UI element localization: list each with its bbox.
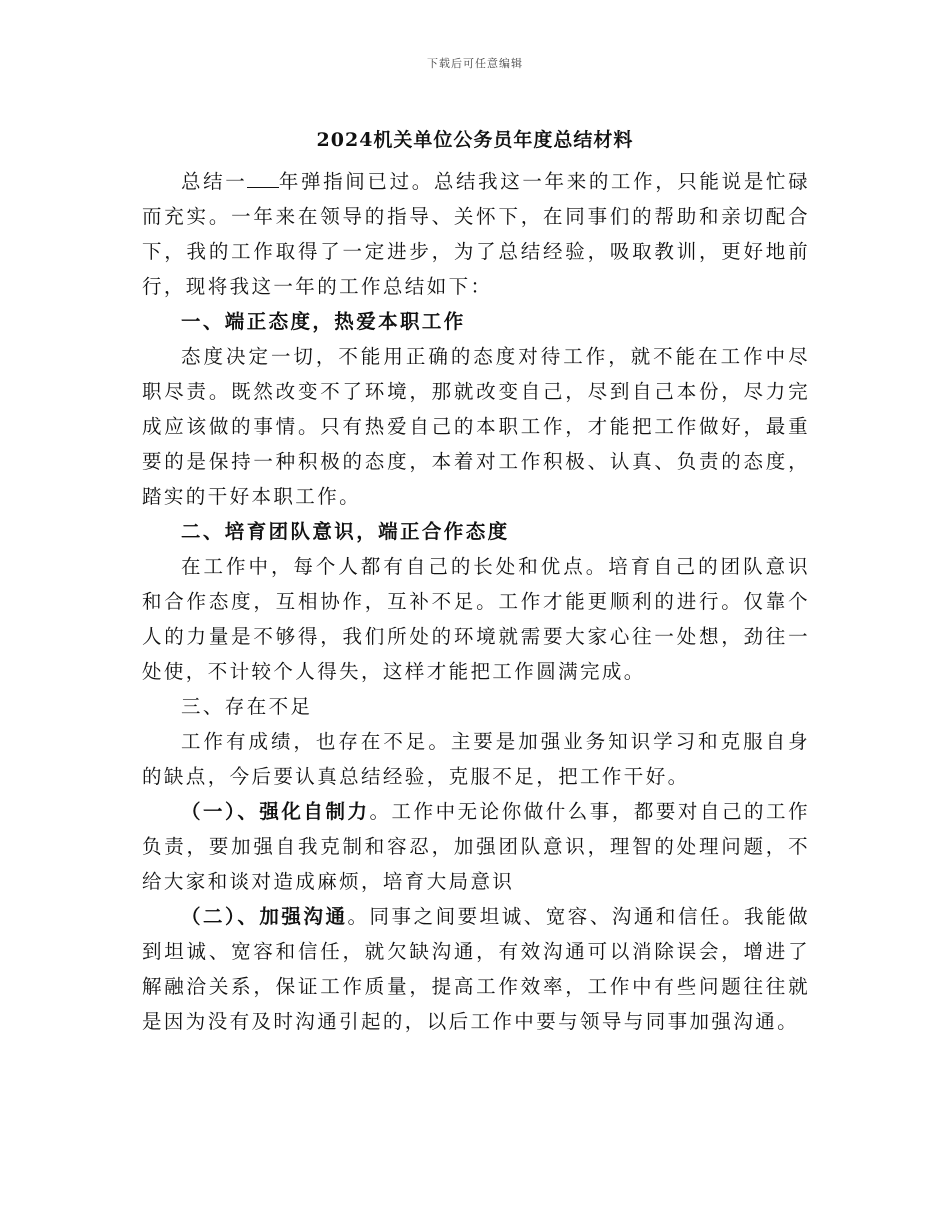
fill-in-blank xyxy=(247,169,278,188)
document-title: 2024机关单位公务员年度总结材料 xyxy=(316,129,634,151)
subsection-label-2: （二）、加强沟通 xyxy=(181,905,348,928)
subsection-paragraph-1 xyxy=(142,794,810,899)
subsection-label-1: （一）、强化自制力 xyxy=(181,800,370,823)
subsection-text-1: 。工作中无论你做什么事，都要对自己的工作负责，要加强自我克制和容忍，加强团队意识，理智的处理问题，不给大家和谈对造成麻烦，培育大局意识 xyxy=(142,800,810,893)
section-heading-1: 一、端正态度，热爱本职工作 xyxy=(181,310,466,333)
section-body-2: 在工作中，每个人都有自己的长处和优点。培育自己的团队意识和合作态度，互相协作，互补不足。工作才能更顺利的进行。仅靠个人的力量是不够得，我们所处的环境就需要大家心往一处想，劲往一处使，不计较个人得失，这样才能把工作圆满完成。 xyxy=(142,555,810,683)
section-heading-3: 三、存在不足 xyxy=(181,695,313,718)
header-note: 下载后可任意编辑 xyxy=(427,57,523,70)
subsection-text-2: 。同事之间要坦诚、宽容、沟通和信任。我能做到坦诚、宽容和信任，就欠缺沟通，有效沟通可以消除误会，增进了解融洽关系，保证工作质量，提高工作效率，工作中有些问题往往就是因为没有及时沟通引起的，以后工作中要与领导与同事加强沟通。 xyxy=(142,905,811,1033)
intro-paragraph xyxy=(142,164,810,304)
section-body-1: 态度决定一切，不能用正确的态度对待工作，就不能在工作中尽职尽责。既然改变不了环境，那就改变自己，尽到自己本份，尽力完成应该做的事情。只有热爱自己的本职工作，才能把工作做好，最重要的是保持一种积极的态度，本着对工作积极、认真、负责的态度，踏实的干好本职工作。 xyxy=(142,345,810,508)
subsection-paragraph-2 xyxy=(142,899,810,1039)
intro-text-start: 总结一 xyxy=(181,170,248,193)
document-body xyxy=(142,164,810,1039)
section-heading-2: 二、培育团队意识，端正合作态度 xyxy=(181,520,510,543)
section-body-3: 工作有成绩，也存在不足。主要是加强业务知识学习和克服自身的缺点，今后要认真总结经验，克服不足，把工作干好。 xyxy=(142,730,810,788)
intro-text-end: 年弹指间已过。总结我这一年来的工作，只能说是忙碌而充实。一年来在领导的指导、关怀下，在同事们的帮助和亲切配合下，我的工作取得了一定进步，为了总结经验，吸取教训，更好地前行，现将我这一年的工作总结如下： xyxy=(142,170,811,298)
